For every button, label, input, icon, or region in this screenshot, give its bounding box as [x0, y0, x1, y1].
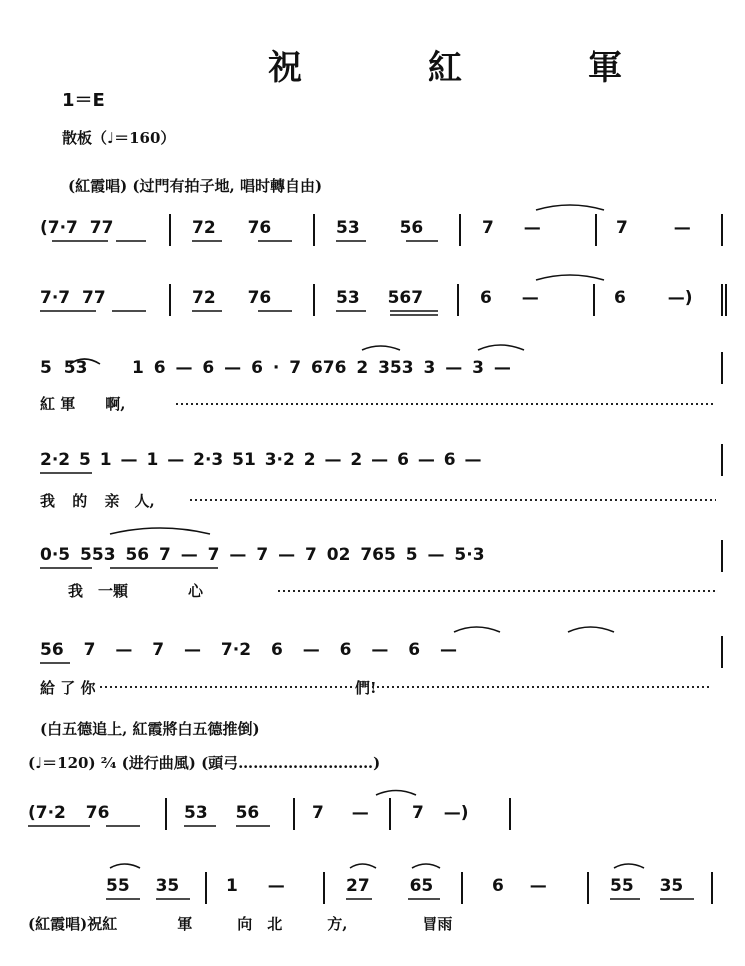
tempo-marking: 散板（♩＝160）	[62, 129, 176, 147]
page-title: 祝 紅 軍	[268, 48, 668, 88]
stave-2-measure-2: 72 76	[192, 288, 272, 308]
lyric-line-6-end: 們!	[355, 679, 377, 697]
stave-2-measure-3: 53 567	[336, 288, 424, 308]
tie	[110, 528, 210, 534]
key-signature: 1＝E	[62, 90, 105, 111]
stave-7-measure-2: 53 56	[184, 803, 260, 823]
stave-5-measure-1: 0·5 553 56 7 — 7 — 7 — 7 02 765 5 — 5·3	[40, 545, 485, 565]
stave-2-measure-1: 7·7 77	[40, 288, 106, 308]
lyric-line-5: 我 一顆 心	[68, 582, 204, 600]
performance-direction: (紅霞唱) (过門有拍子地, 唱时轉自由)	[68, 177, 323, 195]
stave-8-measure-1: 55 35	[106, 876, 180, 896]
stave-1-measure-2: 72 76	[192, 218, 272, 238]
tie	[454, 627, 500, 632]
stave-8-measure-2: 1 —	[226, 876, 285, 896]
stave-8-measure-5: 55 35	[610, 876, 684, 896]
stave-7-measure-3: 7 —	[312, 803, 369, 823]
stage-direction: (白五德追上, 紅霞將白五德推倒)	[40, 720, 260, 738]
stave-1-measure-4: 7 —	[482, 218, 541, 238]
stave-3-measure-2: 1 6 — 6 — 6 · 7 676 2 353 3 — 3 —	[132, 358, 511, 378]
tie	[536, 205, 604, 210]
stave-7-measure-4: 7 —)	[412, 803, 469, 823]
stave-3-measure-1: 5 53	[40, 358, 88, 378]
lyric-line-4: 我 的 亲 人,	[40, 492, 155, 510]
tie	[350, 864, 376, 868]
stave-8-measure-3: 27 65	[346, 876, 434, 896]
stave-6-measure-1: 56 7 — 7 — 7·2 6 — 6 — 6 —	[40, 640, 458, 660]
stave-2-measure-5: 6 —)	[614, 288, 693, 308]
tie	[70, 359, 100, 364]
stave-1-measure-1: (7·7 77	[40, 218, 114, 238]
tie	[614, 864, 644, 868]
tie	[568, 627, 614, 632]
lyric-line-3: 紅 軍 啊,	[40, 395, 126, 413]
tie	[536, 275, 604, 280]
tie	[412, 864, 440, 868]
stave-8-measure-4: 6 —	[492, 876, 547, 896]
stave-2-measure-4: 6 —	[480, 288, 539, 308]
stave-1-measure-3: 53 56	[336, 218, 424, 238]
lyric-line-8: (紅霞唱)祝紅 軍 向 北 方, 冒雨	[28, 915, 453, 933]
stave-1-measure-5: 7 —	[616, 218, 691, 238]
stave-7-measure-1: (7·2 76	[28, 803, 110, 823]
tie	[376, 791, 416, 796]
lyric-line-6: 給 了 你	[40, 679, 96, 697]
tie	[110, 864, 140, 868]
tie	[478, 345, 524, 350]
tie	[362, 346, 400, 350]
tempo-change: (♩＝120) ²⁄₄ (进行曲風) (頭弓………………………)	[28, 754, 381, 772]
stave-4-measure-1: 2·2 5 1 — 1 — 2·3 51 3·2 2 — 2 — 6 — 6 —	[40, 450, 482, 470]
